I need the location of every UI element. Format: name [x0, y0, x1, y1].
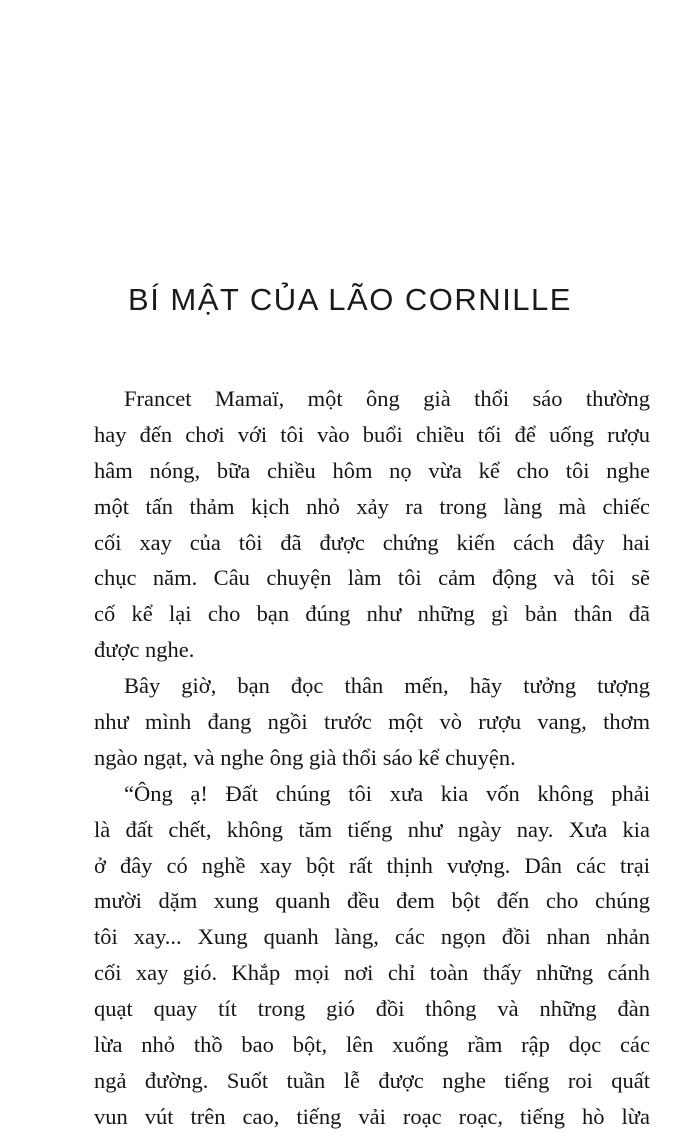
paragraph	[94, 668, 650, 776]
paragraph	[94, 381, 650, 668]
paragraph	[94, 776, 650, 1135]
text-line: tôi xay... Xung quanh làng, các ngọn đồi nhan nhản	[94, 924, 650, 950]
text-line: chục năm. Câu chuyện làm tôi cảm động và tôi sẽ	[94, 565, 650, 591]
text-line: mười dặm xung quanh đều đem bột đến cho chúng	[94, 888, 650, 914]
text-line: hay đến chơi với tôi vào buổi chiều tối để uống rượu	[94, 421, 650, 447]
text-line: một tấn thảm kịch nhỏ xảy ra trong làng mà chiếc	[94, 493, 650, 519]
text-line: ngào ngạt, và nghe ông già thổi sáo kể chuyện.	[94, 744, 516, 770]
text-line: được nghe.	[94, 637, 195, 663]
text-line: cối xay của tôi đã được chứng kiến cách đây hai	[94, 529, 650, 555]
text-line: Bây giờ, bạn đọc thân mến, hãy tưởng tượng	[124, 673, 650, 699]
text-line: ở đây có nghề xay bột rất thịnh vượng. Dân các trại	[94, 852, 650, 878]
text-line: “Ông ạ! Đất chúng tôi xưa kia vốn không phải	[124, 780, 650, 806]
text-line: cối xay gió. Khắp mọi nơi chỉ toàn thấy những cánh	[94, 960, 650, 986]
text-line: lừa nhỏ thồ bao bột, lên xuống rầm rập dọc các	[94, 1032, 650, 1058]
chapter-body	[94, 381, 650, 1135]
text-line: hâm nóng, bữa chiều hôm nọ vừa kể cho tôi nghe	[94, 457, 650, 483]
text-line: quạt quay tít trong gió đồi thông và những đàn	[94, 996, 650, 1022]
text-line: Francet Mamaï, một ông già thổi sáo thường	[124, 386, 650, 411]
text-line: vun vút trên cao, tiếng vải roạc roạc, tiếng hò lừa	[94, 1103, 650, 1129]
text-line: ngả đường. Suốt tuần lễ được nghe tiếng roi quất	[94, 1067, 650, 1093]
chapter-title: BÍ MẬT CỦA LÃO CORNILLE	[128, 282, 572, 317]
text-line: là đất chết, không tăm tiếng như ngày nay. Xưa kia	[94, 816, 650, 842]
text-line: cố kể lại cho bạn đúng như những gì bản thân đã	[94, 601, 650, 627]
text-line: như mình đang ngồi trước một vò rượu vang, thơm	[94, 709, 650, 735]
